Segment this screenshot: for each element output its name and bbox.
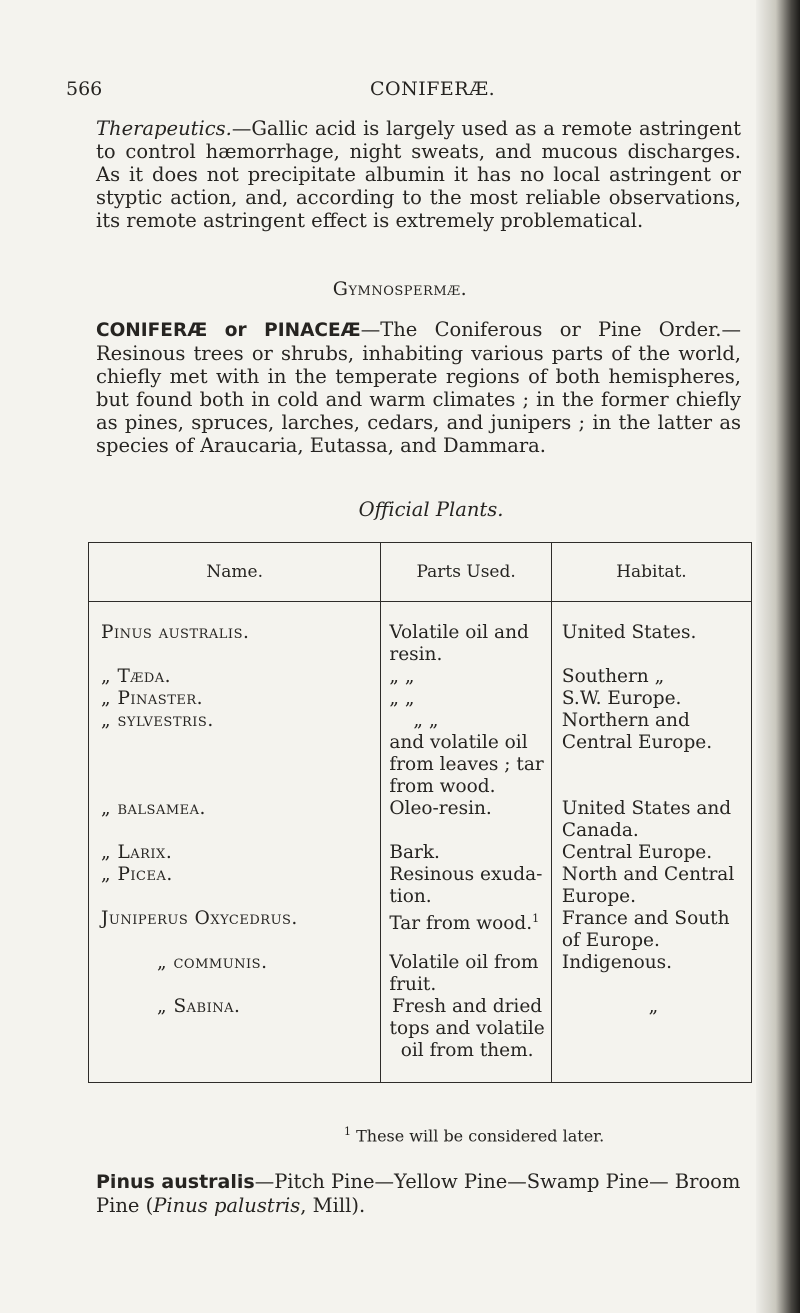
plant-name: „ sylvestris. bbox=[89, 710, 381, 798]
therapeutics-text: —Gallic acid is largely used as a remote astringent to control hæmorrhage, night sweats, and mucous discharges. As it does not precipitate albumin it has no local astringent or styptic action, and, according to the most reliable observations, its remote astringent effect is extremely problematical. bbox=[96, 117, 741, 232]
parts-used: „ „ bbox=[381, 666, 552, 688]
footnote-mark: 1 bbox=[344, 1125, 351, 1138]
parts-text: and volatile oil from leaves ; tar from wood. bbox=[389, 732, 544, 797]
coniferae-lead: CONIFERÆ or PINACEÆ bbox=[96, 320, 361, 341]
official-plants-table bbox=[88, 542, 752, 1083]
plant-name: „ Picea. bbox=[89, 864, 381, 908]
habitat: United States. bbox=[551, 602, 751, 667]
plant-name: „ communis. bbox=[89, 952, 381, 996]
page-number: 566 bbox=[66, 78, 103, 100]
habitat: North and Central Europe. bbox=[551, 864, 751, 908]
table-row bbox=[89, 710, 752, 798]
habitat: Central Europe. bbox=[551, 842, 751, 864]
book-spine-shadow bbox=[756, 0, 800, 1313]
habitat: France and South of Europe. bbox=[551, 908, 751, 952]
table-row bbox=[89, 842, 752, 864]
parts-used: Bark. bbox=[381, 842, 552, 864]
parts-used: Oleo-resin. bbox=[381, 798, 552, 842]
parts-used: Volatile oil from fruit. bbox=[381, 952, 552, 996]
footnote-text: These will be considered later. bbox=[356, 1126, 605, 1146]
running-head: CONIFERÆ. bbox=[370, 78, 496, 100]
plant-name: „ Pinaster. bbox=[89, 688, 381, 710]
parts-used: Resinous exuda- tion. bbox=[381, 864, 552, 908]
plant-name: „ Tæda. bbox=[89, 666, 381, 688]
habitat: „ bbox=[551, 996, 751, 1083]
table-header-row bbox=[89, 543, 752, 602]
habitat: Indigenous. bbox=[551, 952, 751, 996]
column-header-name: Name. bbox=[89, 543, 381, 602]
parts-used: Volatile oil and resin. bbox=[381, 602, 552, 667]
parts-used: „ „ bbox=[381, 688, 552, 710]
parts-text: Tar from wood. bbox=[389, 913, 533, 935]
pinus-australis-text: —Pitch Pine—Yellow Pine—Swamp Pine— Broom Pine ( bbox=[96, 1170, 741, 1217]
table-row bbox=[89, 996, 752, 1083]
plant-name: „ Sabina. bbox=[89, 996, 381, 1083]
pinus-australis-lead: Pinus australis bbox=[96, 1171, 255, 1193]
plant-name: Pinus australis. bbox=[89, 602, 381, 667]
footnote bbox=[344, 1125, 604, 1145]
therapeutics-paragraph bbox=[96, 117, 741, 232]
plant-name: „ Larix. bbox=[89, 842, 381, 864]
pinus-australis-latin: Pinus palustris bbox=[153, 1194, 301, 1217]
parts-ditto: „ „ bbox=[413, 710, 439, 731]
table-row bbox=[89, 666, 752, 688]
habitat: S.W. Europe. bbox=[551, 688, 751, 710]
page-header bbox=[66, 78, 740, 106]
habitat: Southern „ bbox=[551, 666, 751, 688]
table-row bbox=[89, 952, 752, 996]
habitat: Northern and Central Europe. bbox=[551, 710, 751, 798]
table-row bbox=[89, 798, 752, 842]
plant-name: Juniperus Oxycedrus. bbox=[89, 908, 381, 952]
column-header-habitat: Habitat. bbox=[551, 543, 751, 602]
parts-used bbox=[381, 908, 552, 952]
parts-used bbox=[381, 710, 552, 798]
pinus-australis-tail: , Mill). bbox=[300, 1194, 366, 1217]
pinus-australis-paragraph bbox=[96, 1170, 756, 1218]
therapeutics-lead: Therapeutics. bbox=[96, 117, 232, 140]
footnote-reference: 1 bbox=[532, 912, 540, 925]
table-row bbox=[89, 908, 752, 952]
section-heading: Gymnospermæ. bbox=[332, 278, 468, 300]
plant-name: „ balsamea. bbox=[89, 798, 381, 842]
column-header-parts: Parts Used. bbox=[381, 543, 552, 602]
coniferae-text: —The Coniferous or Pine Order.— Resinous trees or shrubs, inhabiting various parts of the world, chiefly met with in the temperate regions of both hemispheres, but found both in cold and warm climates ; in the former chiefly as pines, spruces, larches, cedars, and junipers ; in the latter as species of Araucaria, Eutassa, and Dammara. bbox=[96, 318, 741, 457]
habitat: United States and Canada. bbox=[551, 798, 751, 842]
table-caption: Official Plants. bbox=[358, 498, 504, 521]
table-row bbox=[89, 602, 752, 667]
table-row bbox=[89, 688, 752, 710]
parts-used: Fresh and dried tops and volatile oil from them. bbox=[381, 996, 552, 1083]
table-row bbox=[89, 864, 752, 908]
coniferae-paragraph bbox=[96, 318, 741, 457]
